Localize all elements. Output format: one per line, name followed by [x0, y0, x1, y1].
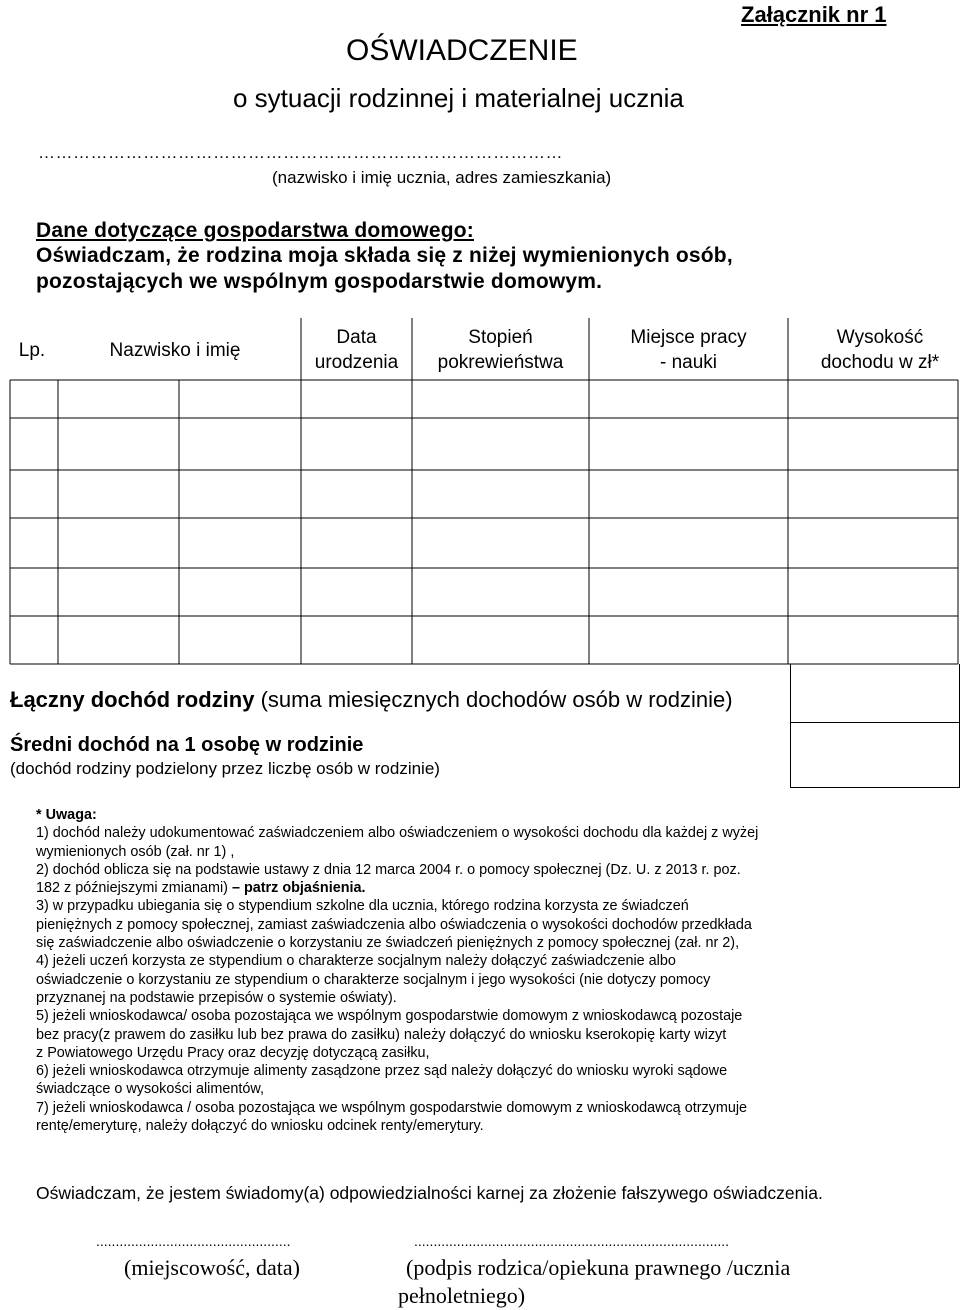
note-line: 6) jeżeli wnioskodawca otrzymuje alimenty zasądzone przez sąd należy dołączyć do wniosku wyroki sądowe	[36, 1063, 728, 1080]
note-line: 1) dochód należy udokumentować zaświadczeniem albo oświadczeniem o wysokości dochodu dla każdej z wyżej	[36, 825, 759, 842]
household-declaration-line1: Oświadczam, że rodzina moja składa się z niżej wymienionych osób,	[36, 244, 733, 267]
note-line: 182 z późniejszymi zmianami) – patrz objaśnienia.	[36, 880, 366, 897]
note-line: 3) w przypadku ubiegania się o stypendium szkolne dla ucznia, którego rodzina korzysta ze świadczeń	[36, 898, 689, 915]
notes-title: * Uwaga:	[36, 807, 97, 823]
household-declaration-line2: pozostających we wspólnym gospodarstwie domowym.	[36, 270, 603, 293]
note-line: bez pracy(z prawem do zasiłku lub bez prawa do zasiłku) należy dołączyć do wniosku kserokopię karty wizyt	[36, 1026, 727, 1043]
signature-field[interactable]: .................................................................................	[414, 1233, 730, 1249]
note-line: przyznanej na podstawie przepisów o systemie oświaty).	[36, 989, 397, 1006]
household-section-title: Dane dotyczące gospodarstwa domowego:	[36, 219, 474, 242]
note-line: rentę/emeryturę, należy dołączyć do wniosku odcinek renty/emerytury.	[36, 1118, 484, 1135]
total-income-input[interactable]	[790, 664, 960, 723]
annex-label: Załącznik nr 1	[741, 2, 887, 27]
column-header-name: Nazwisko i imię	[109, 339, 241, 361]
note-line: 4) jeżeli uczeń korzysta ze stypendium o charakterze socjalnym należy dołączyć zaświadczenie albo	[36, 953, 676, 970]
average-income-title: Średni dochód na 1 osobę w rodzinie	[10, 734, 364, 756]
document-title: OŚWIADCZENIE	[346, 34, 578, 67]
column-header-income: Wysokość dochodu w zł*	[820, 327, 940, 373]
note-line: wymienionych osób (zał. nr 1) ,	[36, 843, 235, 860]
column-header-relationship: Stopień pokrewieństwa	[437, 327, 564, 373]
signature-label: (podpis rodzica/opiekuna prawnego /ucznia	[406, 1255, 791, 1280]
total-income-desc: (suma miesięcznych dochodów osób w rodzinie)	[254, 687, 733, 712]
place-date-label: (miejscowość, data)	[124, 1255, 300, 1280]
note-line: świadczące o wysokości alimentów,	[36, 1081, 264, 1098]
column-header-workplace: Miejsce pracy - nauki	[630, 327, 747, 373]
column-header-birthdate: Data urodzenia	[314, 327, 399, 373]
document-subtitle: o sytuacji rodzinnej i materialnej ucznia	[233, 83, 684, 113]
column-header-lp: Lp.	[18, 339, 46, 361]
place-date-field[interactable]: ..................................................	[96, 1233, 291, 1249]
average-income-input[interactable]	[790, 722, 960, 788]
notes-section	[36, 806, 916, 1135]
average-income-note: (dochód rodziny podzielony przez liczbę osób w rodzinie)	[10, 759, 440, 778]
note-line: 7) jeżeli wnioskodawca / osoba pozostająca we wspólnym gospodarstwie domowym z wnioskodawcą otrzymuje	[36, 1099, 748, 1116]
note-line: oświadczenie o korzystaniu ze stypendium o charakterze socjalnym i jego wysokości (nie dotyczy pomocy	[36, 971, 711, 988]
student-name-hint: (nazwisko i imię ucznia, adres zamieszkania)	[272, 168, 612, 187]
liability-statement: Oświadczam, że jestem świadomy(a) odpowiedzialności karnej za złożenie fałszywego oświadczenia.	[36, 1183, 823, 1203]
note-line: 2) dochód oblicza się na podstawie ustawy z dnia 12 marca 2004 r. o pomocy społecznej (Dz. U. z 2013 r. poz.	[36, 861, 741, 878]
note-line: pieniężnych z pomocy społecznej, zamiast zaświadczenia albo oświadczenia o wysokości dochodów przedkłada	[36, 916, 752, 933]
student-name-field[interactable]: ………………………………………………………………………………	[38, 143, 563, 162]
note-line: z Powiatowego Urzędu Pracy oraz decyzję dotyczącą zasiłku,	[36, 1044, 430, 1061]
total-income-label	[10, 687, 733, 713]
signature-label-cont: pełnoletniego)	[398, 1283, 526, 1308]
note-line: 5) jeżeli wnioskodawca/ osoba pozostająca we wspólnym gospodarstwie domowym z wnioskodawcą pozostaje	[36, 1008, 743, 1025]
total-income-title: Łączny dochód rodziny	[10, 687, 255, 712]
note-line: się zaświadczenie albo oświadczenie o korzystaniu ze świadczeń pieniężnych z pomocy społecznej (zał. nr 2),	[36, 935, 740, 952]
